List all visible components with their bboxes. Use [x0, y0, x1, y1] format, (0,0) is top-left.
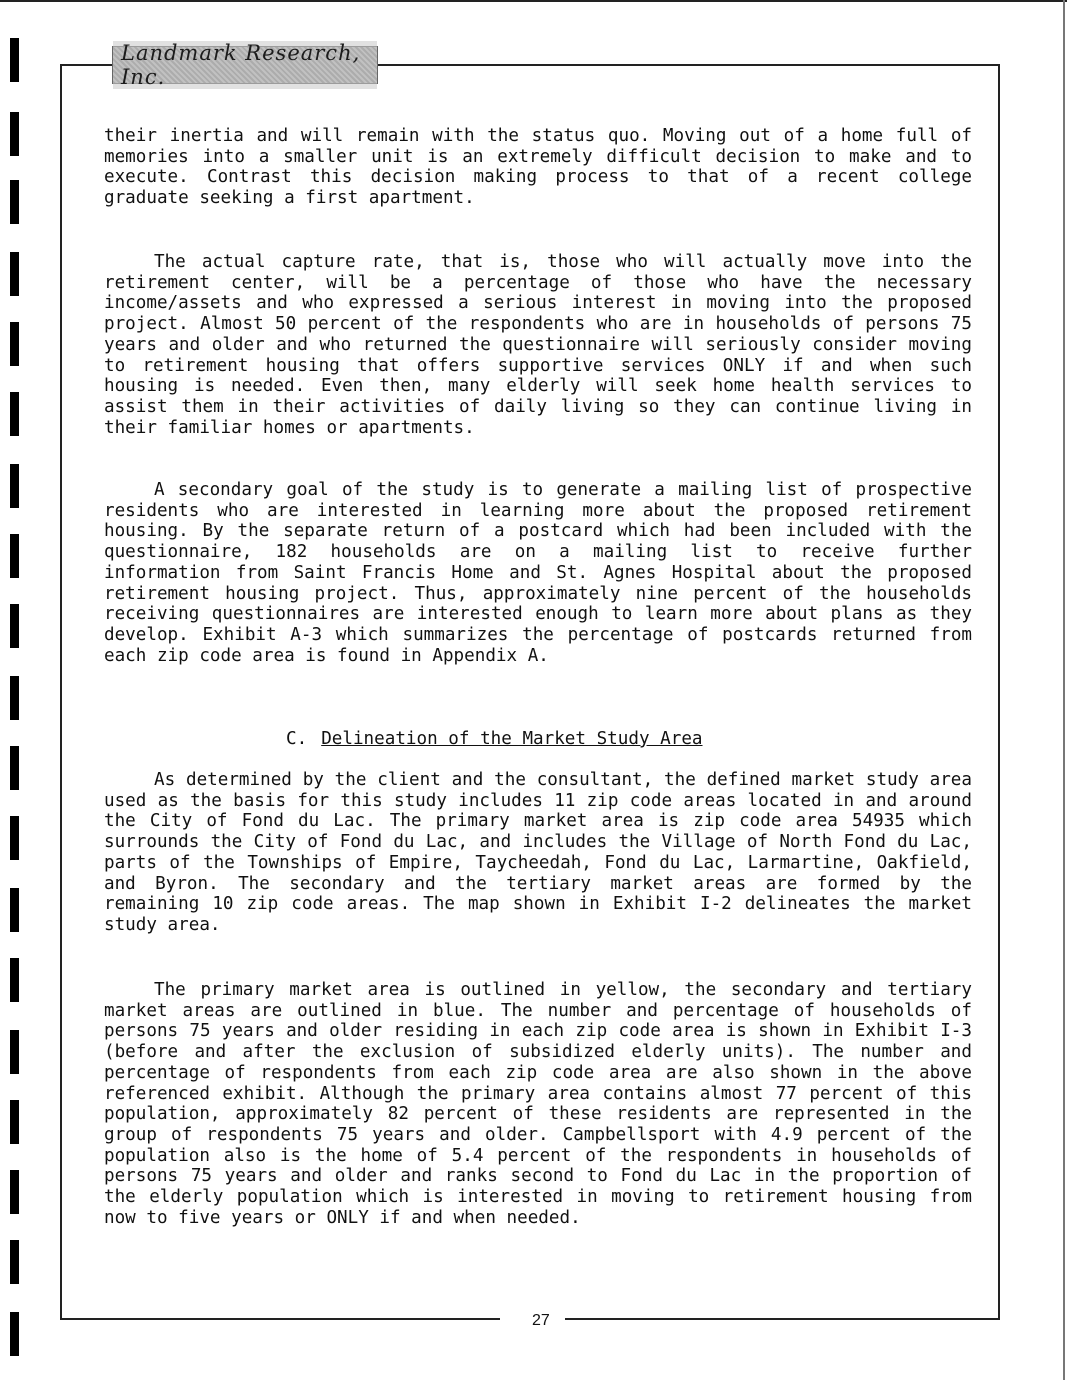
body-paragraph: The actual capture rate, that is, those who will actually move into the retirement center, will be a percentage of those who have the necessary income/assets and who expressed a serious interest in moving into the proposed project. Almost 50 percent of the respondents who are in households of persons 75 years and older and who returned the questionnaire will seriously consider moving to retirement housing that offers supportive services ONLY if and when such housing is needed. Even then, many elderly will seek home health services to assist them in their activities of daily living so they can continue living in their familiar homes or apartments.	[104, 252, 972, 438]
body-paragraph: As determined by the client and the consultant, the defined market study area used as the basis for this study includes 11 zip code areas located in and around the City of Fond du Lac. The primary market area is zip code area 54935 which surrounds the City of Fond du Lac, and includes the Village of North Fond du Lac, parts of the Townships of Empire, Taycheedah, Fond du Lac, Larmartine, Oakfield, and Byron. The secondary and the tertiary market areas are formed by the remaining 10 zip code areas. The map shown in Exhibit I-2 delineates the market study area.	[104, 770, 972, 935]
section-title: Delineation of the Market Study Area	[321, 729, 703, 749]
binder-hole-mark	[10, 1030, 19, 1074]
page-top-edge	[0, 0, 1067, 2]
binder-hole-mark	[10, 676, 19, 720]
binder-hole-mark	[10, 816, 19, 860]
page-frame-bottom-right	[565, 1318, 1000, 1320]
binder-hole-mark	[10, 888, 19, 932]
page-number: 27	[532, 1312, 550, 1329]
binder-hole-mark	[10, 746, 19, 790]
company-logo	[112, 41, 378, 89]
binder-hole-mark	[10, 1240, 19, 1284]
binder-hole-mark	[10, 534, 19, 578]
binder-hole-mark	[10, 958, 19, 1002]
binder-hole-mark	[10, 112, 19, 156]
body-paragraph: A secondary goal of the study is to generate a mailing list of prospective residents who are interested in learning more about the proposed retirement housing. By the separate return of a postcard which had been included with the questionnaire, 182 households are on a mailing list to receive further information from Saint Francis Home and St. Agnes Hospital about the proposed retirement housing project. Thus, approximately nine percent of the households receiving questionnaires are interested enough to learn more about plans as they develop. Exhibit A-3 which summarizes the percentage of postcards returned from each zip code area is found in Appendix A.	[104, 480, 972, 666]
section-heading	[286, 728, 703, 750]
page-right-edge	[1063, 0, 1065, 1380]
company-logo-text: Landmark Research, Inc.	[113, 41, 377, 89]
binder-hole-mark	[10, 322, 19, 366]
body-paragraph: their inertia and will remain with the status quo. Moving out of a home full of memories into a smaller unit is an extremely difficult decision to make and to execute. Contrast this decision making process to that of a recent college graduate seeking a first apartment.	[104, 126, 972, 209]
section-letter: C.	[286, 729, 308, 749]
binder-hole-mark	[10, 392, 19, 436]
binder-hole-mark	[10, 1312, 19, 1356]
binder-hole-mark	[10, 180, 19, 224]
binder-hole-mark	[10, 464, 19, 508]
binder-hole-mark	[10, 604, 19, 648]
page-frame-bottom-left	[60, 1318, 500, 1320]
body-paragraph: The primary market area is outlined in yellow, the secondary and tertiary market areas are outlined in blue. The number and percentage of households of persons 75 years and older residing in each zip code area is shown in Exhibit I-3 (before and after the exclusion of subsidized elderly units). The number and percentage of respondents from each zip code area are also shown in the above referenced exhibit. Although the primary area contains almost 77 percent of this population, approximately 82 percent of these residents are represented in the group of respondents 75 years and older. Campbellsport with 4.9 percent of the population also is the home of 5.4 percent of the respondents in households of persons 75 years and older and ranks second to Fond du Lac in the proportion of the elderly population which is interested in moving to retirement housing from now to five years or ONLY if and when needed.	[104, 980, 972, 1228]
binder-hole-mark	[10, 1170, 19, 1214]
binder-hole-mark	[10, 1100, 19, 1144]
binder-hole-mark	[10, 252, 19, 296]
binder-hole-mark	[10, 38, 19, 82]
